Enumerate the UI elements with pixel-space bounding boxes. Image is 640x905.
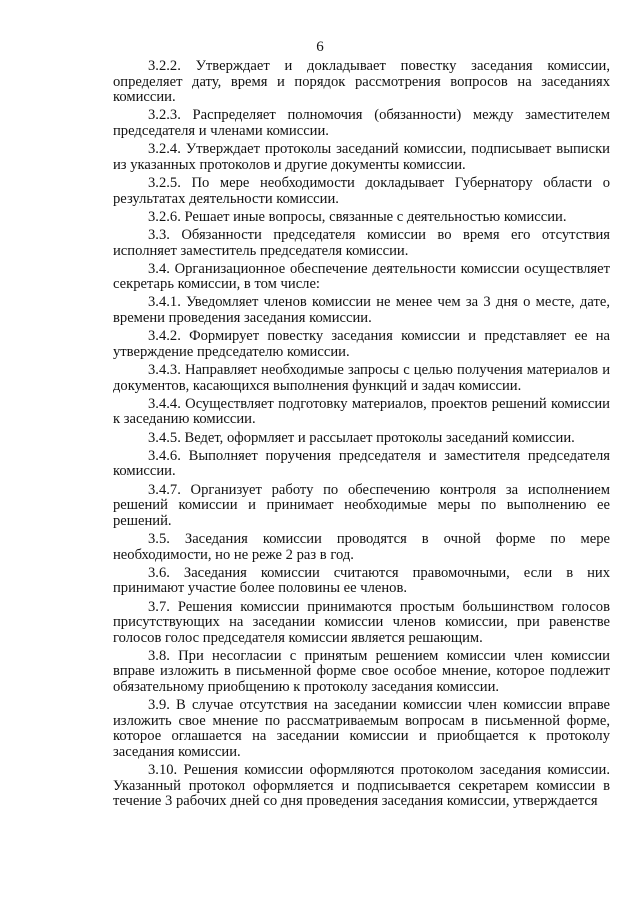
paragraph-3-4: 3.4. Организационное обеспечение деятельности комиссии осуществляет секретарь комиссии, в том числе:: [113, 260, 610, 293]
paragraph-3-9: 3.9. В случае отсутствия на заседании комиссии член комиссии вправе изложить свое мнение по рассматриваемым вопросам в письменной форме, которое оглашается на заседании комиссии и приобщается к протоколу заседания комиссии.: [113, 697, 610, 761]
paragraph-3-4-2: 3.4.2. Формирует повестку заседания комиссии и представляет ее на утверждение председателю комиссии.: [113, 328, 610, 360]
paragraph-3-5: 3.5. Заседания комиссии проводятся в очной форме по мере необходимости, но не реже 2 раз в год.: [113, 530, 610, 563]
paragraph-3-4-6: 3.4.6. Выполняет поручения председателя и заместителя председателя комиссии.: [113, 447, 610, 480]
paragraph-3-4-4: 3.4.4. Осуществляет подготовку материалов, проектов решений комиссии к заседанию комиссии.: [113, 395, 610, 428]
paragraph-3-3: 3.3. Обязанности председателя комиссии во время его отсутствия исполняет заместитель председателя комиссии.: [113, 226, 610, 259]
paragraph-3-7: 3.7. Решения комиссии принимаются простым большинством голосов присутствующих на заседании комиссии членов комиссии, при равенстве голосов голос председателя комиссии является решающим.: [113, 598, 610, 646]
paragraph-3-2-6: 3.2.6. Решает иные вопросы, связанные с деятельностью комиссии.: [148, 208, 567, 225]
paragraph-3-2-3: 3.2.3. Распределяет полномочия (обязанности) между заместителем председателя и членами комиссии.: [113, 107, 610, 139]
paragraph-3-4-1: 3.4.1. Уведомляет членов комиссии не менее чем за 3 дня о месте, дате, времени проведения заседания комиссии.: [113, 294, 610, 327]
page-number: 6: [316, 39, 324, 55]
document-body: [113, 59, 610, 813]
paragraph-3-4-3: 3.4.3. Направляет необходимые запросы с целью получения материалов и документов, касающихся выполнения функций и задач комиссии.: [113, 362, 610, 394]
paragraph-3-10: 3.10. Решения комиссии оформляются протоколом заседания комиссии. Указанный протокол оформляется и подписывается секретарем комиссии в течение 3 рабочих дней со дня проведения заседания комиссии, утверждается: [113, 762, 610, 810]
paragraph-3-2-2: 3.2.2. Утверждает и докладывает повестку заседания комиссии, определяет дату, время и порядок рассмотрения вопросов на заседаниях комиссии.: [113, 58, 610, 106]
paragraph-3-4-7: 3.4.7. Организует работу по обеспечению контроля за исполнением решений комиссии и принимает необходимые меры по выполнению ее решений.: [113, 481, 610, 529]
paragraph-3-4-5: 3.4.5. Ведет, оформляет и рассылает протоколы заседаний комиссии.: [148, 429, 575, 446]
paragraph-3-2-5: 3.2.5. По мере необходимости докладывает Губернатору области о результатах деятельности комиссии.: [113, 174, 610, 207]
paragraph-3-6: 3.6. Заседания комиссии считаются правомочными, если в них принимают участие более половины ее членов.: [113, 564, 610, 597]
paragraph-3-2-4: 3.2.4. Утверждает протоколы заседаний комиссии, подписывает выписки из указанных протоколов и другие документы комиссии.: [113, 141, 610, 173]
paragraph-3-8: 3.8. При несогласии с принятым решением комиссии член комиссии вправе изложить в письменной форме свое особое мнение, которое подлежит обязательному приобщению к протоколу заседания комиссии.: [113, 647, 610, 696]
